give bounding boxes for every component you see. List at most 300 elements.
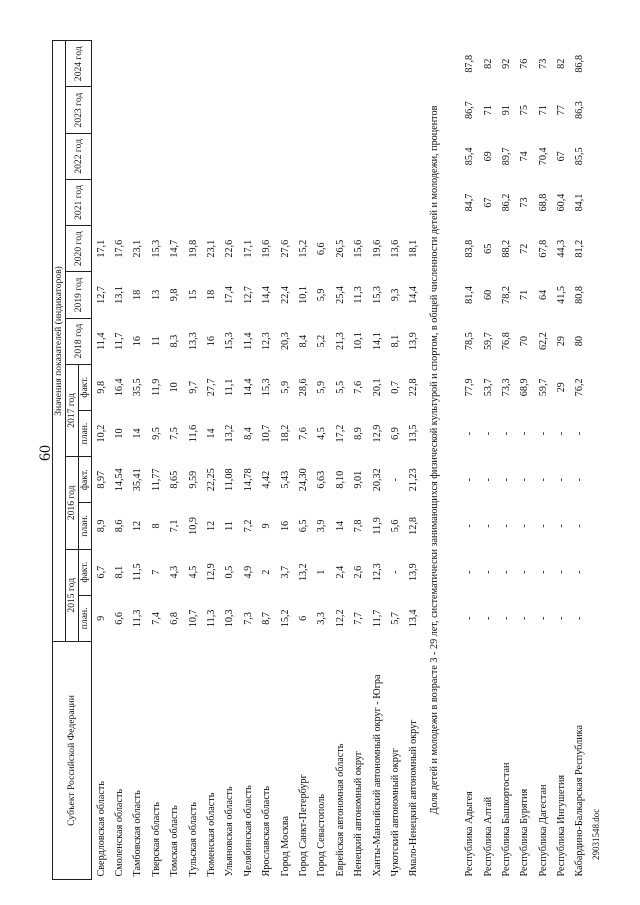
value-cell: 15,6 <box>353 239 365 258</box>
value-cell: 62,2 <box>537 332 549 351</box>
value-cell: 13,9 <box>408 332 420 351</box>
value-cell: 77,9 <box>464 378 476 397</box>
table-row <box>129 41 147 880</box>
value-cell: - <box>464 478 476 482</box>
value-cell: 13,2 <box>297 563 309 582</box>
spacer-cell <box>446 41 460 880</box>
value-cell: 11,08 <box>224 468 236 491</box>
subject-name-cell: Республика Дагестан <box>537 784 549 877</box>
table-row <box>294 41 312 880</box>
value-cell: 85,5 <box>574 147 586 166</box>
value-cell: 22,8 <box>408 378 420 397</box>
value-cell: 25,4 <box>334 286 346 304</box>
value-cell: 28,6 <box>297 378 309 397</box>
value-cell <box>349 87 367 133</box>
value-cell: 13,6 <box>389 239 401 258</box>
value-cell: 83,8 <box>464 239 476 258</box>
value-cell: 11,4 <box>95 332 107 350</box>
value-cell <box>294 133 312 179</box>
value-cell: 70 <box>519 336 531 347</box>
table-row <box>405 41 423 880</box>
value-cell: - <box>482 524 494 528</box>
value-cell: 1 <box>316 569 328 575</box>
value-cell <box>166 179 184 225</box>
value-cell: 29 <box>556 382 568 393</box>
subject-name-cell: Республика Алтай <box>482 796 494 877</box>
value-cell: 14,4 <box>242 378 254 397</box>
value-cell <box>313 41 331 88</box>
value-cell: 13,4 <box>408 609 420 628</box>
value-cell: 15,2 <box>297 239 309 258</box>
subject-name-cell: Ханты-Мансийский автономный округ - Югра <box>371 674 383 877</box>
value-cell <box>166 41 184 88</box>
value-cell: 22,25 <box>206 468 218 492</box>
value-cell <box>405 41 423 88</box>
fact-header: факт. <box>79 549 92 595</box>
value-cell <box>110 87 128 133</box>
value-cell: 67 <box>556 151 568 162</box>
subject-name-cell: Тульская область <box>187 802 199 877</box>
value-cell: 11,9 <box>371 517 383 535</box>
table-row <box>313 41 331 880</box>
value-cell: 78,2 <box>500 286 512 304</box>
fact-header: факт. <box>79 457 92 503</box>
value-cell <box>202 133 220 179</box>
value-cell: 41,5 <box>556 286 568 304</box>
value-cell: 84,1 <box>574 193 586 212</box>
value-cell: 15 <box>187 289 199 301</box>
value-cell: 60 <box>482 289 494 301</box>
value-cell: 5,5 <box>334 380 346 394</box>
subject-name-cell: Тверская область <box>150 802 162 877</box>
value-cell <box>405 179 423 225</box>
value-cell: 5,6 <box>389 519 401 533</box>
value-cell: 12,7 <box>242 286 254 304</box>
value-cell: 44,3 <box>556 239 568 258</box>
value-cell: - <box>482 616 494 621</box>
value-cell: 24,30 <box>297 468 309 492</box>
page-number: 60 <box>37 445 54 461</box>
value-cell: 18 <box>206 289 218 301</box>
plan-header: план. <box>79 503 92 549</box>
value-cell <box>147 87 165 133</box>
value-cell: 17,6 <box>114 239 126 258</box>
value-cell: 71 <box>519 289 531 301</box>
value-cell: 20,3 <box>279 332 291 351</box>
value-cell: 82 <box>556 58 568 69</box>
fact-header: факт. <box>79 364 92 410</box>
value-cell: 86,7 <box>464 101 476 120</box>
value-cell: - <box>464 524 476 528</box>
value-cell: 14,78 <box>242 468 254 492</box>
value-cell: 75 <box>519 105 531 116</box>
value-cell: 76 <box>519 58 531 69</box>
value-cell: 3,9 <box>316 519 328 533</box>
value-cell: 11,9 <box>150 378 162 397</box>
value-cell: 14 <box>132 428 144 439</box>
subject-name-cell: Свердловская область <box>95 781 107 877</box>
value-cell: - <box>519 616 531 621</box>
spacer-row <box>446 41 460 880</box>
year-header-2015: 2015 год <box>66 549 79 641</box>
value-cell: 12 <box>206 520 218 532</box>
value-cell: 13,5 <box>408 424 420 443</box>
file-label: 29031548.doc <box>591 808 601 860</box>
value-cell: 4,5 <box>187 565 199 579</box>
value-cell <box>92 133 111 179</box>
value-cell: - <box>389 570 401 574</box>
value-cell: 70,4 <box>537 147 549 166</box>
value-cell <box>129 41 147 88</box>
value-cell: - <box>537 524 549 528</box>
value-cell: 22,4 <box>279 286 291 304</box>
value-cell: 7,2 <box>242 519 254 533</box>
value-cell: - <box>556 524 568 528</box>
value-cell: 5,9 <box>279 380 291 394</box>
value-cell: 9,3 <box>389 288 401 302</box>
value-cell: 76,2 <box>574 378 586 397</box>
year-header-2022: 2022 год <box>66 133 92 179</box>
value-cell: 4,5 <box>316 427 328 440</box>
value-cell: 14,4 <box>261 286 273 304</box>
value-cell: 15,3 <box>261 378 273 397</box>
rotated-table-container <box>52 40 612 880</box>
value-cell: 81,2 <box>574 239 586 258</box>
value-cell: 92 <box>500 58 512 69</box>
value-cell: 6,5 <box>297 519 309 533</box>
value-cell <box>276 179 294 225</box>
table-row <box>202 41 220 880</box>
subject-name-cell: Город Москва <box>279 815 291 877</box>
value-cell: 14 <box>206 428 218 439</box>
value-cell: 8,9 <box>353 427 365 440</box>
value-cell: 73,3 <box>500 378 512 397</box>
value-cell: 8,4 <box>297 334 309 348</box>
value-cell: 11,7 <box>114 332 126 350</box>
table-row <box>239 41 257 880</box>
value-cell <box>313 133 331 179</box>
value-cell: 81,4 <box>464 286 476 304</box>
value-cell <box>221 41 239 88</box>
value-cell <box>368 87 386 133</box>
value-cell <box>166 87 184 133</box>
subject-name-cell: Республика Башкортостан <box>500 762 512 877</box>
table-row <box>571 41 589 880</box>
subject-name-cell: Тюменская область <box>206 792 218 877</box>
value-cell: 0,5 <box>224 565 236 579</box>
year-header-2021: 2021 год <box>66 179 92 225</box>
value-cell: 8,7 <box>261 611 273 625</box>
value-cell: 21,23 <box>408 468 420 492</box>
value-cell: 8,97 <box>95 470 107 489</box>
value-cell <box>349 133 367 179</box>
value-cell: - <box>464 570 476 574</box>
value-cell: - <box>519 431 531 436</box>
value-cell: 21,3 <box>334 332 346 351</box>
value-cell <box>129 133 147 179</box>
values-group-header: Значения показателей (индикаторов) <box>53 41 66 642</box>
value-cell: 6,6 <box>316 242 328 256</box>
value-cell: 68,8 <box>537 193 549 212</box>
value-cell: 9,01 <box>353 470 365 489</box>
table-row <box>331 41 349 880</box>
value-cell: 17,1 <box>242 239 254 258</box>
value-cell: 17,4 <box>224 286 236 304</box>
value-cell <box>239 133 257 179</box>
value-cell: 17,1 <box>95 239 107 258</box>
value-cell <box>239 41 257 88</box>
value-cell: 16 <box>206 336 218 347</box>
value-cell: 91 <box>500 105 512 116</box>
subject-name-cell: Еврейская автономная область <box>334 743 346 877</box>
table-row <box>276 41 294 880</box>
value-cell <box>331 133 349 179</box>
value-cell: 89,7 <box>500 147 512 166</box>
value-cell: 11,5 <box>132 563 144 581</box>
value-cell: - <box>464 616 476 621</box>
value-cell <box>221 87 239 133</box>
value-cell: 6,9 <box>389 427 401 440</box>
table-row <box>258 41 276 880</box>
value-cell: 5,2 <box>316 334 328 348</box>
subject-name-cell: Город Севастополь <box>316 794 328 877</box>
value-cell <box>294 179 312 225</box>
value-cell: - <box>574 616 586 621</box>
value-cell: 73 <box>519 197 531 208</box>
value-cell: 74 <box>519 151 531 162</box>
value-cell: 19,6 <box>371 239 383 258</box>
value-cell: 7,7 <box>353 611 365 625</box>
value-cell: 8,1 <box>389 334 401 348</box>
value-cell: 71 <box>537 105 549 116</box>
value-cell: - <box>500 431 512 436</box>
subject-name-cell: Республика Ингушетия <box>556 774 568 877</box>
value-cell: 13,1 <box>114 286 126 304</box>
value-cell: 9,5 <box>150 427 162 440</box>
value-cell <box>110 133 128 179</box>
value-cell <box>92 87 111 133</box>
value-cell: 7,6 <box>297 427 309 440</box>
subject-name-cell: Чукотский автономный округ <box>389 748 401 877</box>
value-cell: 4,42 <box>261 470 273 489</box>
value-cell: 76,8 <box>500 332 512 351</box>
value-cell: 35,5 <box>132 378 144 397</box>
value-cell: 84,7 <box>464 193 476 212</box>
value-cell: 5,7 <box>389 611 401 625</box>
value-cell: 16 <box>132 336 144 347</box>
value-cell: 20,1 <box>371 378 383 397</box>
value-cell: 6,7 <box>95 565 107 579</box>
value-cell: 5,9 <box>316 380 328 394</box>
value-cell: 19,6 <box>261 239 273 258</box>
value-cell: 11,1 <box>224 378 236 397</box>
value-cell: 3,3 <box>316 611 328 625</box>
value-cell: 7,5 <box>169 427 181 440</box>
value-cell: 12,7 <box>95 286 107 304</box>
value-cell <box>92 179 111 225</box>
value-cell <box>349 41 367 88</box>
value-cell <box>258 87 276 133</box>
value-cell: 23,1 <box>132 239 144 258</box>
value-cell: 22,6 <box>224 239 236 258</box>
value-cell: - <box>519 570 531 574</box>
value-cell: 77 <box>556 105 568 116</box>
value-cell <box>147 41 165 88</box>
year-header-2023: 2023 год <box>66 87 92 133</box>
value-cell: 15,3 <box>224 332 236 351</box>
subject-name-cell: Город Санкт-Петербург <box>297 774 309 877</box>
value-cell: 10,7 <box>261 424 273 443</box>
year-header-2024: 2024 год <box>66 41 92 88</box>
value-cell <box>276 41 294 88</box>
value-cell: 18,1 <box>408 239 420 258</box>
subject-name-cell: Ульяновская область <box>224 786 236 877</box>
value-cell <box>202 179 220 225</box>
value-cell: 5,43 <box>279 470 291 489</box>
table-row <box>221 41 239 880</box>
value-cell: - <box>556 478 568 482</box>
subject-name-cell: Ярославская область <box>261 786 273 877</box>
value-cell: 7,3 <box>242 611 254 625</box>
value-cell <box>92 41 111 88</box>
value-cell: 85,4 <box>464 147 476 166</box>
value-cell: - <box>482 431 494 436</box>
value-cell: 10,2 <box>95 424 107 443</box>
table-row <box>368 41 386 880</box>
value-cell: 4,9 <box>242 565 254 579</box>
value-cell: 2,4 <box>334 565 346 579</box>
value-cell: - <box>500 478 512 482</box>
value-cell: 7,6 <box>353 380 365 394</box>
value-cell: 11,3 <box>353 286 365 304</box>
value-cell: 87,8 <box>464 54 476 73</box>
value-cell: - <box>537 616 549 621</box>
value-cell: 6,6 <box>114 611 126 625</box>
value-cell: 9 <box>95 615 107 621</box>
value-cell: 18,2 <box>279 424 291 443</box>
value-cell: 11,7 <box>371 609 383 628</box>
value-cell <box>147 133 165 179</box>
value-cell <box>405 87 423 133</box>
value-cell: 4,3 <box>169 565 181 579</box>
value-cell: 86,3 <box>574 101 586 120</box>
value-cell: 19,8 <box>187 239 199 258</box>
value-cell <box>202 41 220 88</box>
value-cell <box>202 87 220 133</box>
value-cell: 67,8 <box>537 239 549 258</box>
value-cell <box>313 87 331 133</box>
value-cell: 27,6 <box>279 239 291 258</box>
value-cell: 78,5 <box>464 332 476 351</box>
value-cell: - <box>519 524 531 528</box>
value-cell: 7,4 <box>150 611 162 625</box>
value-cell: 10,7 <box>187 609 199 628</box>
value-cell: 11,77 <box>150 468 162 491</box>
value-cell <box>110 41 128 88</box>
subject-name-cell: Республика Бурятия <box>519 788 531 877</box>
value-cell: - <box>574 478 586 482</box>
value-cell: 6,8 <box>169 611 181 625</box>
value-cell <box>258 133 276 179</box>
value-cell <box>331 87 349 133</box>
value-cell: 15,3 <box>371 286 383 304</box>
table-row <box>460 41 478 880</box>
value-cell: - <box>556 570 568 574</box>
value-cell <box>294 87 312 133</box>
value-cell: - <box>574 431 586 436</box>
value-cell: 88,2 <box>500 239 512 258</box>
value-cell: 13,3 <box>187 332 199 351</box>
table-row <box>184 41 202 880</box>
value-cell <box>147 179 165 225</box>
value-cell: 23,1 <box>206 239 218 258</box>
value-cell: - <box>537 478 549 482</box>
value-cell: 11,6 <box>187 424 199 443</box>
value-cell: 11,3 <box>132 609 144 628</box>
value-cell: 14 <box>334 520 346 532</box>
subject-name-cell: Ненецкий автономный округ <box>353 750 365 877</box>
year-header-2020: 2020 год <box>66 226 92 272</box>
value-cell: 80,8 <box>574 286 586 304</box>
value-cell: - <box>574 524 586 528</box>
subject-name-cell: Челябинская область <box>242 785 254 877</box>
year-header-2018: 2018 год <box>66 318 92 364</box>
value-cell: 20,32 <box>371 468 383 492</box>
table-row <box>349 41 367 880</box>
value-cell: 12,9 <box>371 424 383 443</box>
value-cell: 11,3 <box>206 609 218 628</box>
value-cell: 8 <box>150 523 162 529</box>
subject-header: Субъект Российской Федерации <box>53 641 92 879</box>
value-cell: 86,2 <box>500 193 512 212</box>
value-cell: - <box>556 431 568 436</box>
table-row <box>166 41 184 880</box>
value-cell: 53,7 <box>482 378 494 397</box>
value-cell: 14,1 <box>371 332 383 351</box>
value-cell <box>368 133 386 179</box>
table-row <box>147 41 165 880</box>
table-row <box>479 41 497 880</box>
section-row <box>423 41 446 880</box>
value-cell: 11 <box>224 521 236 531</box>
value-cell <box>349 179 367 225</box>
value-cell <box>184 133 202 179</box>
value-cell: 13,2 <box>224 424 236 443</box>
value-cell: 11,4 <box>242 332 254 350</box>
value-cell: 26,5 <box>334 239 346 258</box>
table-row <box>534 41 552 880</box>
indicators-table <box>52 40 589 880</box>
value-cell: 14,4 <box>408 286 420 304</box>
value-cell: 16,4 <box>114 378 126 397</box>
value-cell: - <box>556 616 568 621</box>
value-cell: 9,59 <box>187 470 199 489</box>
value-cell: 72 <box>519 243 531 254</box>
value-cell: - <box>500 524 512 528</box>
subject-name-cell: Тамбовская область <box>132 790 144 877</box>
value-cell: 9 <box>261 523 273 529</box>
value-cell: 10 <box>169 382 181 393</box>
value-cell: 27,7 <box>206 378 218 397</box>
value-cell: 8,6 <box>114 519 126 533</box>
value-cell: 82 <box>482 58 494 69</box>
value-cell: 5,9 <box>316 288 328 302</box>
table-row <box>110 41 128 880</box>
value-cell: - <box>500 570 512 574</box>
value-cell: 73 <box>537 58 549 69</box>
value-cell: 15,2 <box>279 609 291 628</box>
table-row <box>552 41 570 880</box>
